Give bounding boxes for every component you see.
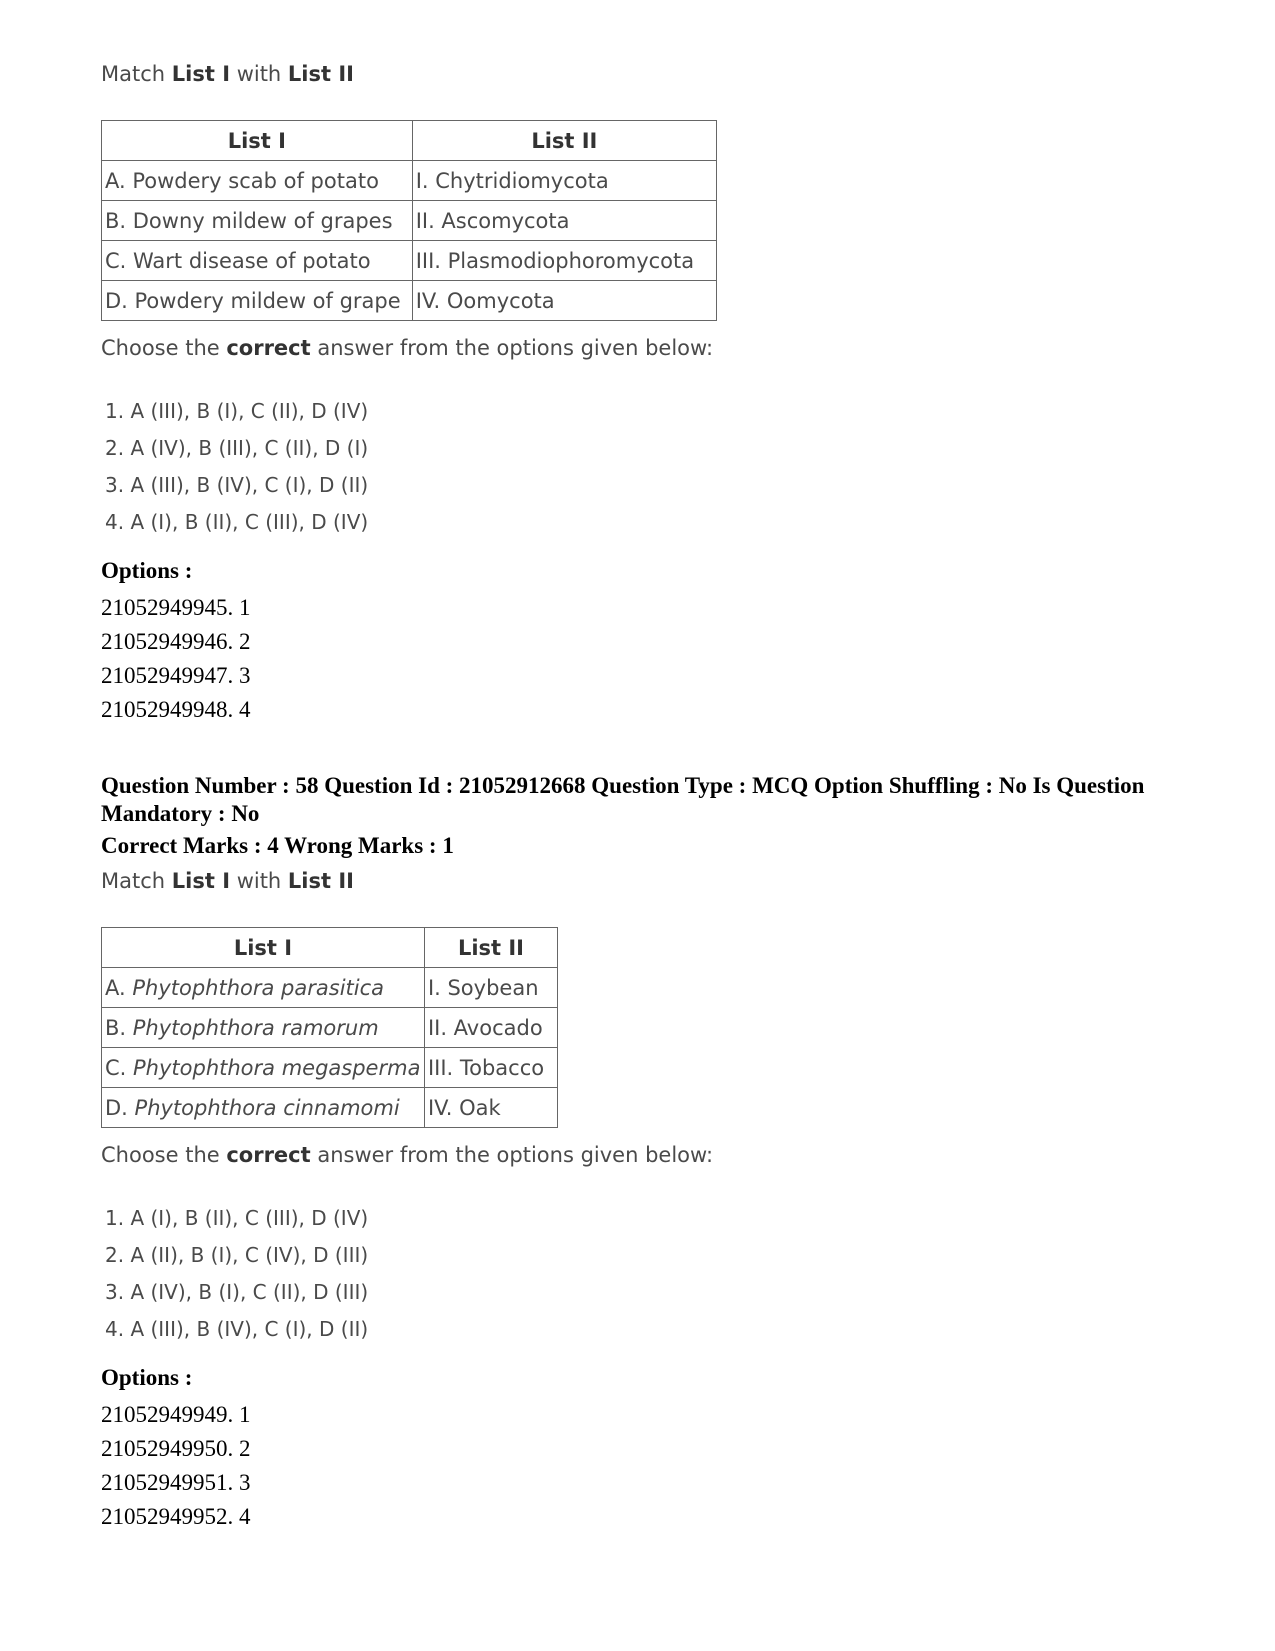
option-item: 21052949952. 4 [101,1504,251,1529]
table-row [102,201,717,241]
answer-choice: 1. A (III), B (I), C (II), D (IV) [105,399,369,423]
q57-options-label: Options : [101,558,193,583]
q57-answer-choices [105,393,368,541]
choose-bold: correct [226,1143,311,1167]
option-item: 21052949947. 3 [101,663,251,688]
answer-choice: 4. A (III), B (IV), C (I), D (II) [105,1317,369,1341]
match-text: Match [101,869,172,893]
q57-choose-instruction [101,336,713,360]
option-item: 21052949946. 2 [101,629,251,654]
list1-cell: C. Wart disease of potato [102,241,413,281]
table-row [102,1008,558,1048]
q57-match-table [101,120,717,321]
match-list1: List I [171,62,231,86]
match-text: with [230,62,288,86]
list1-cell [102,1088,425,1128]
row-letter: B. [105,1015,133,1040]
option-item: 21052949950. 2 [101,1436,251,1461]
list2-cell: III. Plasmodiophoromycota [412,241,716,281]
table-row [102,281,717,321]
choose-text: answer from the options given below: [310,1143,714,1167]
list1-cell: A. Powdery scab of potato [102,161,413,201]
list2-cell: III. Tobacco [424,1048,557,1088]
list2-cell: IV. Oomycota [412,281,716,321]
row-letter: A. [105,975,133,1000]
q58-answer-choices [105,1200,368,1348]
list2-cell: II. Ascomycota [412,201,716,241]
table-row [102,1088,558,1128]
choose-text: Choose the [101,1143,227,1167]
match-list1: List I [171,869,231,893]
table-row [102,1048,558,1088]
table-header-row [102,928,558,968]
header-list1: List I [102,121,413,161]
q58-choose-instruction [101,1143,713,1167]
header-list1: List I [102,928,425,968]
match-list2: List II [287,869,354,893]
option-item: 21052949948. 4 [101,697,251,722]
header-list2: List II [412,121,716,161]
match-text: with [230,869,288,893]
pathogen-name: Phytophthora cinnamomi [134,1095,400,1120]
list2-cell: I. Chytridiomycota [412,161,716,201]
choose-bold: correct [226,336,311,360]
answer-choice: 3. A (IV), B (I), C (II), D (III) [105,1280,369,1304]
list1-cell [102,968,425,1008]
table-row [102,161,717,201]
q58-options-label: Options : [101,1365,193,1390]
match-text: Match [101,62,172,86]
list2-cell: I. Soybean [424,968,557,1008]
table-row [102,968,558,1008]
q58-match-table [101,927,558,1128]
q58-header: Question Number : 58 Question Id : 21052912668 Question Type : MCQ Option Shuffling : No Is Question Mandatory : No [101,773,1145,826]
answer-choice: 2. A (IV), B (III), C (II), D (I) [105,436,369,460]
q57-options-list [101,591,251,727]
header-list2: List II [424,928,557,968]
q58-options-list [101,1398,251,1534]
table-row [102,241,717,281]
option-item: 21052949945. 1 [101,595,251,620]
choose-text: Choose the [101,336,227,360]
answer-choice: 2. A (II), B (I), C (IV), D (III) [105,1243,369,1267]
option-item: 21052949949. 1 [101,1402,251,1427]
list1-cell: B. Downy mildew of grapes [102,201,413,241]
option-item: 21052949951. 3 [101,1470,251,1495]
answer-choice: 1. A (I), B (II), C (III), D (IV) [105,1206,369,1230]
row-letter: C. [105,1055,134,1080]
q58-match-instruction [101,869,354,893]
answer-choice: 3. A (III), B (IV), C (I), D (II) [105,473,369,497]
list2-cell: IV. Oak [424,1088,557,1128]
row-letter: D. [105,1095,135,1120]
answer-choice: 4. A (I), B (II), C (III), D (IV) [105,510,369,534]
q57-match-instruction [101,62,354,86]
list1-cell [102,1048,425,1088]
pathogen-name: Phytophthora parasitica [132,975,385,1000]
choose-text: answer from the options given below: [310,336,714,360]
match-list2: List II [287,62,354,86]
table-header-row [102,121,717,161]
q58-marks: Correct Marks : 4 Wrong Marks : 1 [101,833,454,858]
list2-cell: II. Avocado [424,1008,557,1048]
pathogen-name: Phytophthora megasperma [133,1055,421,1080]
list1-cell: D. Powdery mildew of grape [102,281,413,321]
list1-cell [102,1008,425,1048]
pathogen-name: Phytophthora ramorum [132,1015,379,1040]
